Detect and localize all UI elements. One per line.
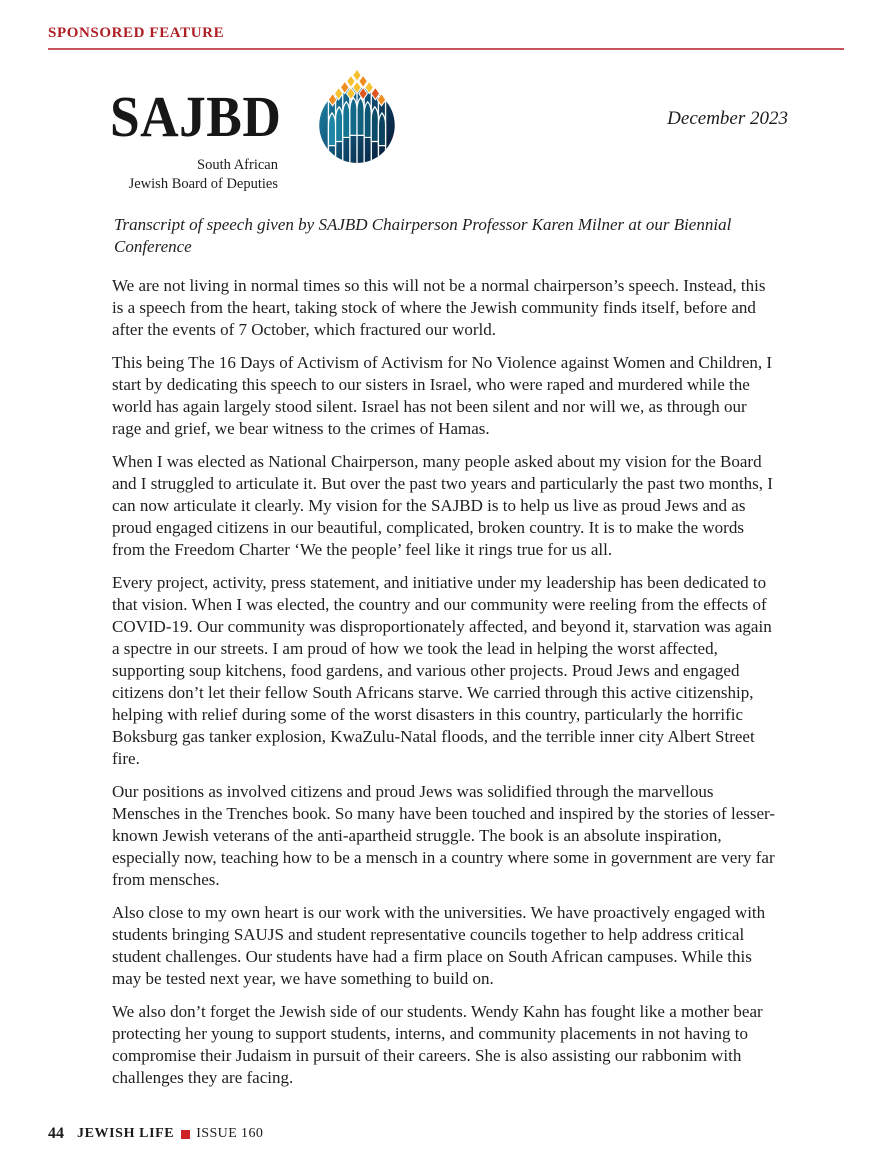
masthead <box>110 66 788 194</box>
article-paragraph: We also don’t forget the Jewish side of our students. Wendy Kahn has fought like a mother bear protecting her young to support students, interns, and community placements in not having to compromise their Judaism in pursuit of their careers. She is also assisting our rabbonim with challenges they are facing. <box>112 1001 763 1087</box>
article-body <box>112 275 780 1089</box>
article-intro: Transcript of speech given by SAJBD Chairperson Professor Karen Milner at our Biennial Conference <box>114 214 732 256</box>
article-paragraph: Every project, activity, press statement, and initiative under my leadership has been dedicated to that vision. When I was elected, the country and our community were reeling from the effects of COVID-19. Our community was disproportionately affected, and beyond it, starvation was again a spectre in our streets. I am proud of how we took the lead in helping the worst affected, supporting soup kitchens, food gardens, and various other projects. Proud Jews and engaged citizens don’t let their fellow South Africans starve. We carried through this active citizenship, helping with relief during some of the worst disasters in this country, particularly the horrific Boksburg gas tanker explosion, KwaZulu-Natal floods, and the terrible inner city Albert Street fire. <box>112 572 772 768</box>
article <box>112 214 780 1089</box>
issue-date: December 2023 <box>667 108 788 129</box>
article-paragraph: Also close to my own heart is our work with the universities. We have proactively engaged with students bringing SAUJS and student representative councils together to help address critical student challenges. Our students have had a firm place on South African campuses. While this may be tested next year, we have something to build on. <box>112 902 766 988</box>
logo-text-block <box>110 66 296 194</box>
protea-flower-emblem-icon <box>306 66 408 164</box>
footer-separator-square-icon <box>181 1130 190 1139</box>
page-number: 44 <box>48 1125 64 1142</box>
magazine-name: JEWISH LIFE <box>77 1126 175 1141</box>
article-paragraph: When I was elected as National Chairperson, many people asked about my vision for the Board and I struggled to articulate it. But over the past two years and particularly the past two months, I can now articulate it clearly. My vision for the SAJBD is to help us live as proud Jews and as proud engaged citizens in our beautiful, complicated, broken country. It is to make the words from the Freedom Charter ‘We the people’ feel like it rings true for us all. <box>112 451 773 559</box>
logo-tagline <box>110 156 278 194</box>
header-rule <box>48 48 844 50</box>
logo-tagline-line2: Jewish Board of Deputies <box>128 175 278 192</box>
article-paragraph: Our positions as involved citizens and proud Jews was solidified through the marvellous Mensches in the Trenches book. So many have been touched and inspired by the stories of lesser-known Jewish veterans of the anti-apartheid struggle. The book is an absolute inspiration, especially now, teaching how to be a mensch in a country where some in government are very far from mensches. <box>112 781 775 889</box>
page-footer <box>48 1125 263 1143</box>
article-paragraph: We are not living in normal times so this will not be a normal chairperson’s speech. Instead, this is a speech from the heart, taking stock of where the Jewish community finds itself, before and after the events of 7 October, which fractured our world. <box>112 275 766 339</box>
page-header <box>0 0 892 50</box>
logo-wordmark: SAJBD <box>110 84 282 149</box>
logo-tagline-line1: South African <box>197 157 278 173</box>
article-paragraph: This being The 16 Days of Activism of Activism for No Violence against Women and Children, I start by dedicating this speech to our sisters in Israel, who were raped and murdered while the world has again largely stood silent. Israel has not been silent and nor will we, as through our rage and grief, we bear witness to the crimes of Hamas. <box>112 352 773 438</box>
issue-number: ISSUE 160 <box>196 1126 264 1141</box>
sajbd-logo <box>110 66 408 194</box>
kicker-label: SPONSORED FEATURE <box>48 25 225 41</box>
